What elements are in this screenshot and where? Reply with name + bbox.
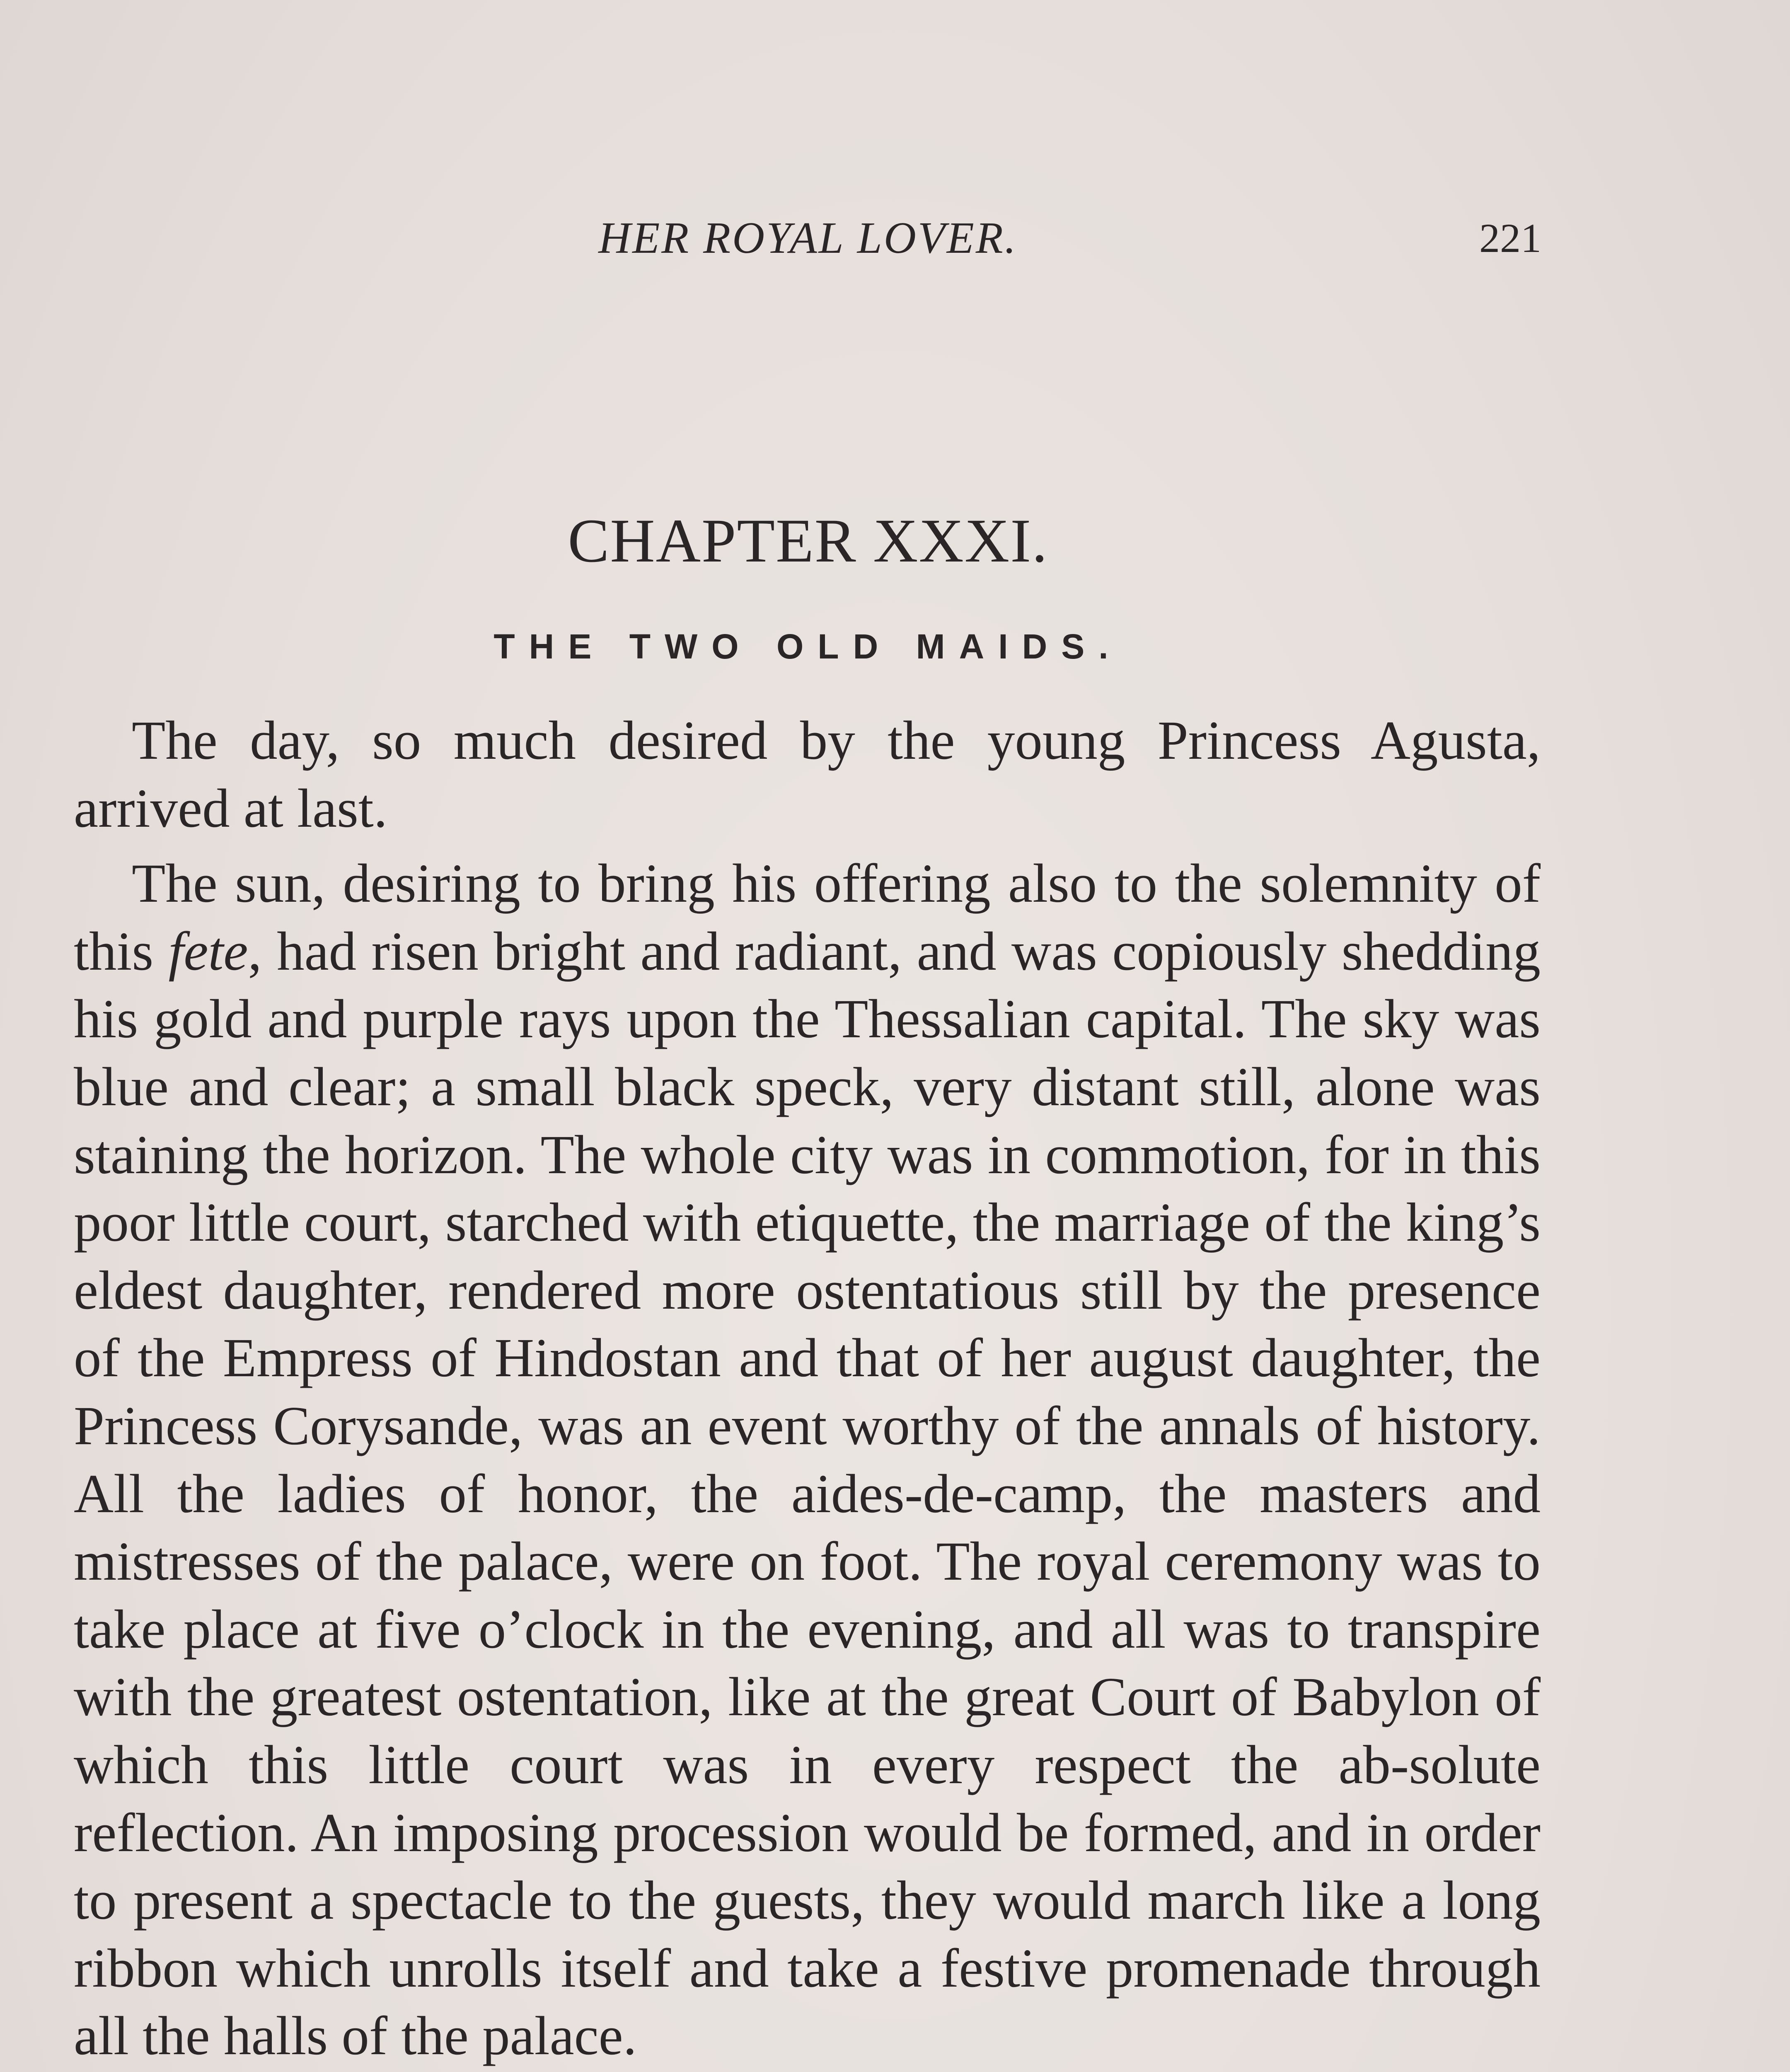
page-number: 221 — [1479, 215, 1541, 261]
italic-word-fete: fete — [168, 920, 248, 982]
body-text — [74, 707, 1541, 2072]
paragraph-1 — [74, 707, 1541, 842]
paragraph-1-text: The day, so much desired by the young Princess Agusta, arrived at last. — [74, 709, 1541, 839]
paragraph-2 — [74, 850, 1541, 2070]
paragraph-2-text-b: , had risen bright and radiant, and was copiously shedding his gold and purple rays upon the Thessalian capital. The sky was blue and clear; a small black speck, very distant still, alone was staining the horizon. The whole city was in commotion, for in this poor little court, starched with etiquette, the marriage of the king’s eldest daughter, rendered more ostentatious still by the presence of the Empress of Hindostan and that of her august daughter, the Princess Corysande, was an event worthy of the annals of history. All the ladies of honor, the aides-de-camp, the masters and mistresses of the palace, were on foot. The royal ceremony was to take place at five o’clock in the evening, and all was to transpire with the greatest ostentation, like at the great Court of Babylon of which this little court was in every respect the ab-solute reflection. An imposing procession would be formed, and in order to present a spectacle to the guests, they would march like a long ribbon which unrolls itself and take a festive promenade through all the halls of the palace. — [74, 920, 1541, 2067]
chapter-subtitle: THE TWO OLD MAIDS. — [493, 627, 1122, 666]
running-title: HER ROYAL LOVER. — [598, 213, 1018, 263]
running-head — [75, 207, 1541, 269]
paragraph-2-text-a: The sun, desiring to bring his offering also to the solemnity of this — [74, 852, 1541, 982]
chapter-title: CHAPTER XXXI. — [568, 506, 1048, 575]
